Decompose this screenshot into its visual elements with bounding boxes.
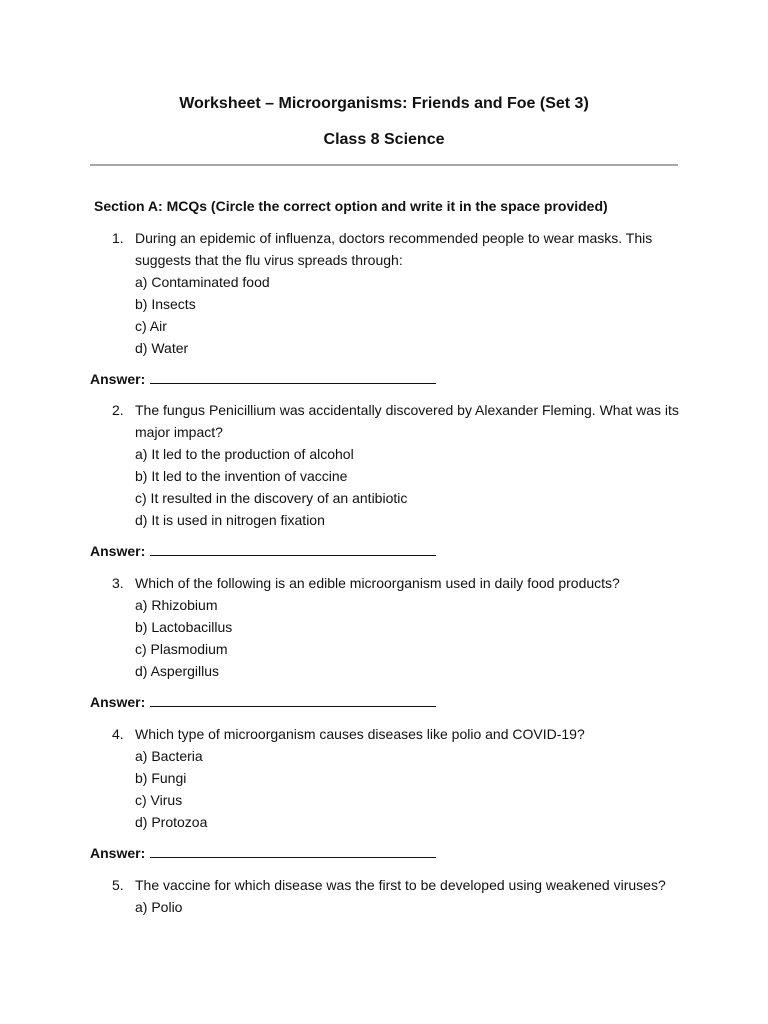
answer-blank[interactable] xyxy=(150,370,436,384)
option-d: d) Aspergillus xyxy=(135,663,220,679)
header-divider xyxy=(90,164,678,166)
option-a: a) Bacteria xyxy=(135,748,203,764)
question-text: The fungus Penicillium was accidentally discovered by Alexander Fleming. What was its xyxy=(135,402,679,418)
option-c: c) Virus xyxy=(135,792,183,808)
answer-line-3[interactable] xyxy=(90,693,436,711)
option-b: b) Insects xyxy=(135,296,196,312)
option-b: b) Lactobacillus xyxy=(135,619,233,635)
question-body xyxy=(135,874,675,918)
option-a: a) Contaminated food xyxy=(135,274,270,290)
answer-line-2[interactable] xyxy=(90,542,436,560)
question-text: During an epidemic of influenza, doctors recommended people to wear masks. This xyxy=(135,230,653,246)
answer-line-1[interactable] xyxy=(90,370,436,388)
option-d: d) Protozoa xyxy=(135,814,208,830)
question-body xyxy=(135,723,675,833)
option-b: b) It led to the invention of vaccine xyxy=(135,468,348,484)
option-c: c) Air xyxy=(135,318,167,334)
section-a-heading: Section A: MCQs (Circle the correct option and write it in the space provided) xyxy=(94,198,608,214)
answer-line-4[interactable] xyxy=(90,844,436,862)
question-text: suggests that the flu virus spreads through: xyxy=(135,252,403,268)
worksheet-title: Worksheet – Microorganisms: Friends and Foe (Set 3) xyxy=(179,95,589,112)
question-text: Which type of microorganism causes diseases like polio and COVID-19? xyxy=(135,726,585,742)
question-number: 4. xyxy=(112,726,124,742)
question-text: Which of the following is an edible microorganism used in daily food products? xyxy=(135,575,620,591)
answer-label: Answer: xyxy=(90,845,146,861)
answer-label: Answer: xyxy=(90,543,146,559)
worksheet-subtitle: Class 8 Science xyxy=(323,131,445,148)
option-c: c) It resulted in the discovery of an antibiotic xyxy=(135,490,408,506)
question-text: major impact? xyxy=(135,424,223,440)
option-a: a) It led to the production of alcohol xyxy=(135,446,354,462)
answer-blank[interactable] xyxy=(150,542,436,556)
option-d: d) It is used in nitrogen fixation xyxy=(135,512,325,528)
answer-label: Answer: xyxy=(90,694,146,710)
question-number: 5. xyxy=(112,877,124,893)
question-number: 3. xyxy=(112,575,124,591)
question-body xyxy=(135,399,679,531)
answer-blank[interactable] xyxy=(150,844,436,858)
answer-blank[interactable] xyxy=(150,693,436,707)
question-text: The vaccine for which disease was the first to be developed using weakened viruses? xyxy=(135,877,666,893)
answer-label: Answer: xyxy=(90,371,146,387)
option-d: d) Water xyxy=(135,340,189,356)
question-number: 2. xyxy=(112,402,124,418)
option-b: b) Fungi xyxy=(135,770,187,786)
option-c: c) Plasmodium xyxy=(135,641,228,657)
option-a: a) Rhizobium xyxy=(135,597,218,613)
question-number: 1. xyxy=(112,230,124,246)
question-body xyxy=(135,572,675,682)
question-body xyxy=(135,227,675,359)
option-a: a) Polio xyxy=(135,899,183,915)
